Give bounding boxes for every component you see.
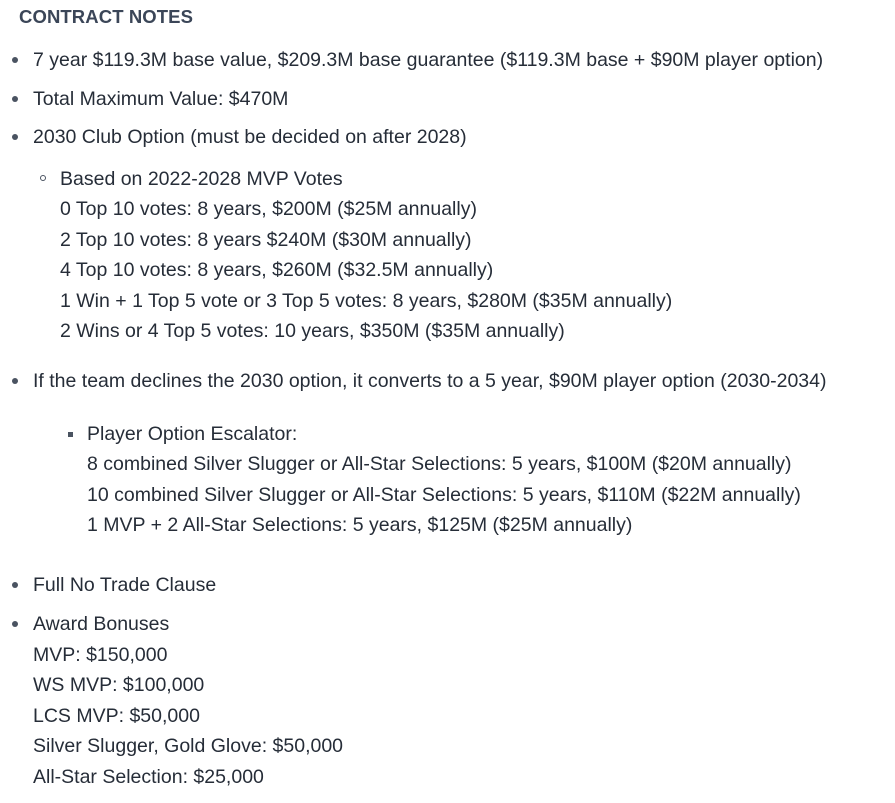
bullet-icon: [12, 57, 18, 63]
award-bonus-line: All-Star Selection: $25,000: [33, 766, 264, 788]
list-item: Award Bonuses: [33, 613, 170, 635]
bullet-icon: [12, 96, 18, 102]
bullet-icon: [12, 134, 18, 140]
list-item: 7 year $119.3M base value, $209.3M base guarantee ($119.3M base + $90M player option): [33, 49, 824, 71]
award-bonus-line: MVP: $150,000: [33, 644, 168, 666]
club-option-line: 2 Wins or 4 Top 5 votes: 10 years, $350M ($35M annually): [60, 320, 565, 342]
award-bonus-line: WS MVP: $100,000: [33, 674, 205, 696]
escalator-line: 1 MVP + 2 All-Star Selections: 5 years, $125M ($25M annually): [87, 514, 633, 536]
bullet-icon: [12, 621, 18, 627]
list-item: Full No Trade Clause: [33, 574, 217, 596]
award-bonus-line: LCS MVP: $50,000: [33, 705, 200, 727]
bullet-icon: [12, 582, 18, 588]
list-item: 2030 Club Option (must be decided on after 2028): [33, 126, 467, 148]
sub-sub-bullet-icon: [68, 432, 73, 437]
sub-list-item-title: Based on 2022-2028 MVP Votes: [60, 168, 343, 190]
bullet-icon: [12, 378, 18, 384]
escalator-line: 8 combined Silver Slugger or All-Star Selections: 5 years, $100M ($20M annually): [87, 453, 792, 475]
award-bonus-line: Silver Slugger, Gold Glove: $50,000: [33, 735, 344, 757]
escalator-line: 10 combined Silver Slugger or All-Star Selections: 5 years, $110M ($22M annually): [87, 484, 801, 506]
escalator-title: Player Option Escalator:: [87, 423, 298, 445]
club-option-line: 2 Top 10 votes: 8 years $240M ($30M annually): [60, 229, 472, 251]
list-item: Total Maximum Value: $470M: [33, 88, 289, 110]
club-option-line: 4 Top 10 votes: 8 years, $260M ($32.5M annually): [60, 259, 494, 281]
sub-bullet-icon: [40, 175, 46, 181]
club-option-line: 0 Top 10 votes: 8 years, $200M ($25M annually): [60, 198, 477, 220]
club-option-line: 1 Win + 1 Top 5 vote or 3 Top 5 votes: 8 years, $280M ($35M annually): [60, 290, 673, 312]
list-item: If the team declines the 2030 option, it converts to a 5 year, $90M player option (2030-2034): [33, 370, 827, 392]
section-heading: CONTRACT NOTES: [19, 6, 194, 27]
